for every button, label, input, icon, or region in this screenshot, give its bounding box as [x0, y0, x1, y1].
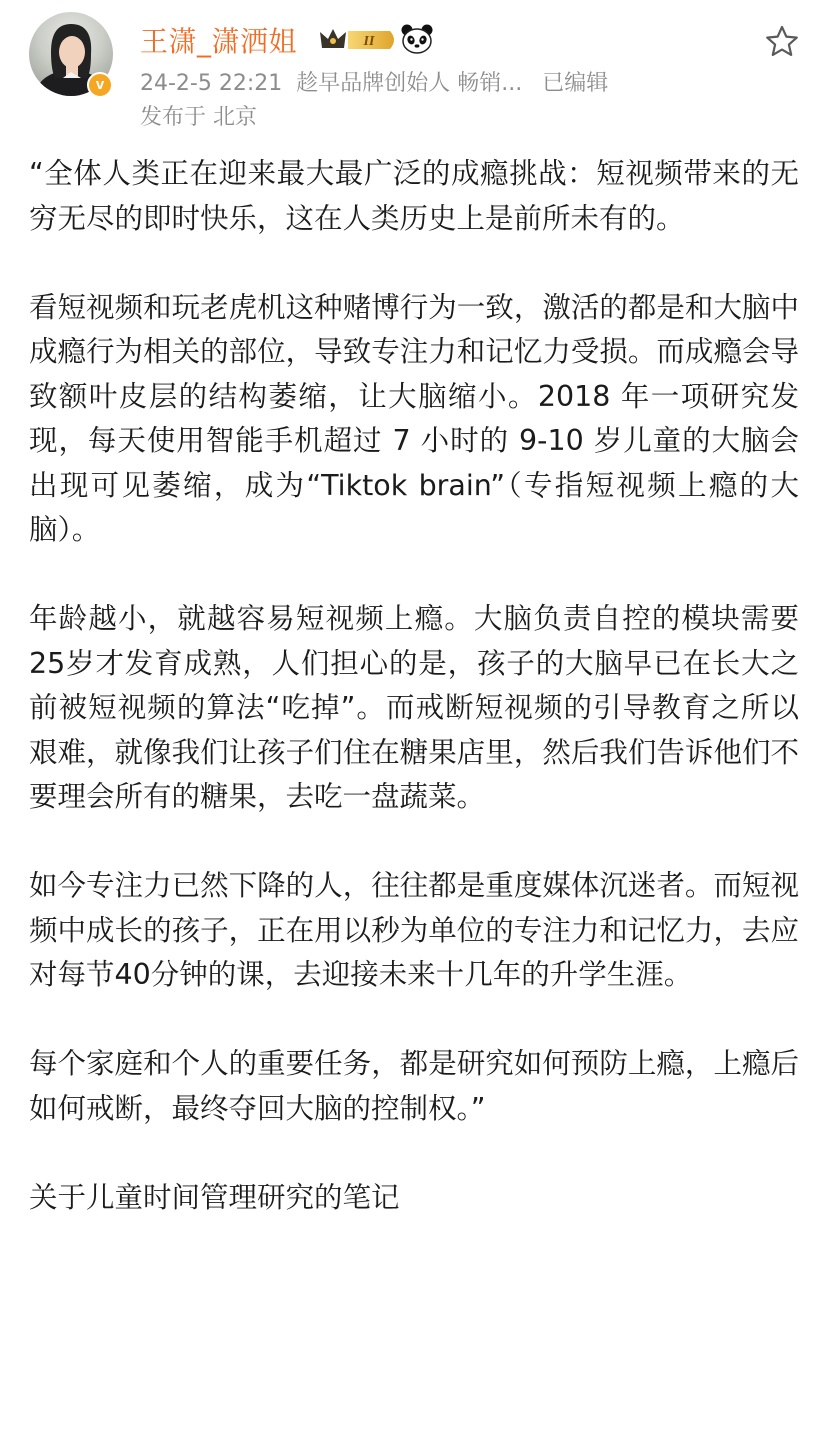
post-location: 发布于 北京	[140, 105, 257, 130]
panda-icon	[400, 22, 434, 56]
post-meta	[140, 66, 622, 97]
crown-badge-icon[interactable]	[318, 26, 400, 54]
post-source: 趁早品牌创始人 畅销...	[296, 71, 523, 96]
star-icon[interactable]	[764, 24, 800, 60]
post-body	[29, 152, 799, 1220]
post-date: 24-2-5 22:21	[140, 71, 283, 96]
edited-label[interactable]: 已编辑	[542, 71, 609, 96]
paragraph-2: 看短视频和玩老虎机这种赌博行为一致，激活的都是和大脑中成瘾行为相关的部位，导致专注力和记忆力受损。而成瘾会导致额叶皮层的结构萎缩，让大脑缩小。2018 年一项研究发现，每天使用智能手机超过 7 小时的 9-10 岁儿童的大脑会出现可见萎缩，成为“Tiktok brain”（专指短视频上瘾的大脑）。	[29, 290, 799, 546]
paragraph-5: 每个家庭和个人的重要任务，都是研究如何预防上瘾，上瘾后如何戒断，最终夺回大脑的控制权。”	[29, 1047, 799, 1125]
post-header	[0, 0, 828, 140]
paragraph-3: 年龄越小，就越容易短视频上瘾。大脑负责自控的模块需要25岁才发育成熟，人们担心的是，孩子的大脑早已在长大之前被短视频的算法“吃掉”。而戒断短视频的引导教育之所以艰难，就像我们让孩子们住在糖果店里，然后我们告诉他们不要理会所有的糖果，去吃一盘蔬菜。	[29, 602, 799, 813]
avatar[interactable]	[29, 12, 113, 96]
verified-v-icon: v	[87, 72, 113, 98]
paragraph-6: 关于儿童时间管理研究的笔记	[29, 1180, 400, 1214]
vip-level-text: II	[363, 34, 375, 49]
author-name[interactable]: 王潇_潇洒姐	[140, 25, 298, 58]
paragraph-4: 如今专注力已然下降的人，往往都是重度媒体沉迷者。而短视频中成长的孩子，正在用以秒为单位的专注力和记忆力，去应对每节40分钟的课，去迎接未来十几年的升学生涯。	[29, 869, 799, 991]
paragraph-1: “全体人类正在迎来最大最广泛的成瘾挑战：短视频带来的无穷无尽的即时快乐，这在人类历史上是前所未有的。	[29, 157, 799, 235]
